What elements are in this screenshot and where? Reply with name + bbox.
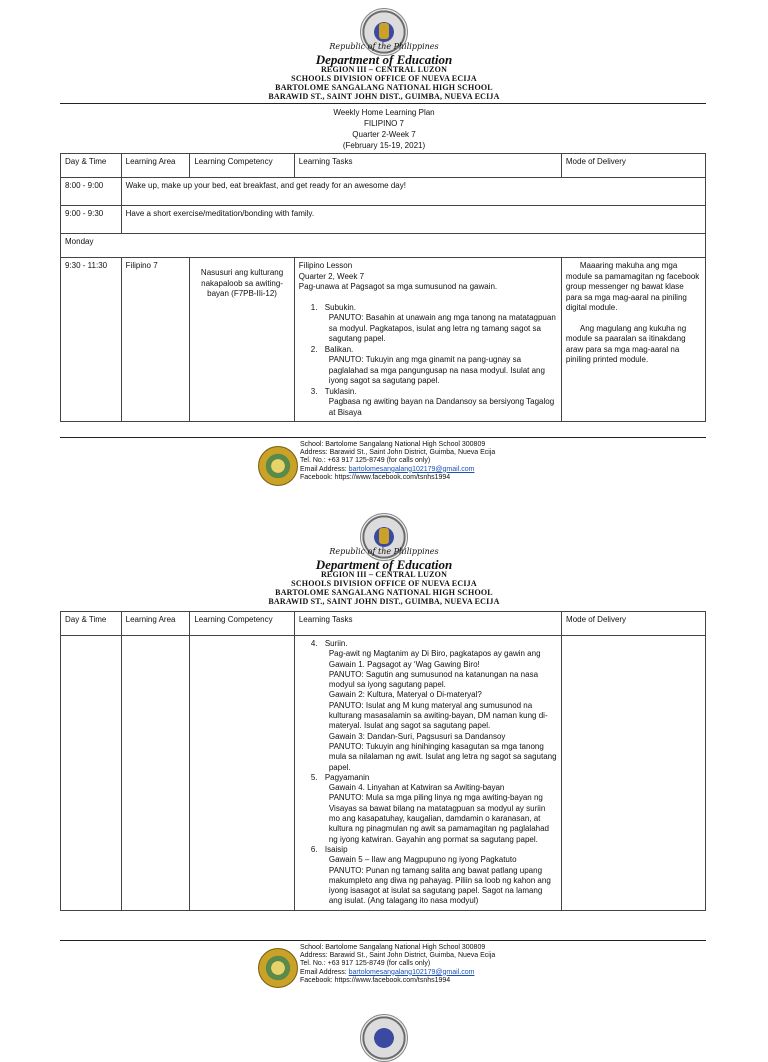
email-link[interactable]: bartolomesangalang102179@gmail.com: [348, 968, 475, 976]
table-row: [61, 206, 706, 234]
delivery-printed: Ang magulang ang kukuha ng module sa paaralan sa itinakdang araw para sa mga mag-aaral na piniling printed module.: [565, 323, 687, 364]
tasks-intro-line: Filipino Lesson: [298, 261, 353, 270]
task-instruction: PANUTO: Tukuyin ang mga ginamit na pang-ugnay sa paglalahad sa mga pangungusap na nasa modyul. Isulat ang iyong sagot sa sagutang papel.: [328, 355, 545, 385]
activity-cell: Wake up, make up your bed, eat breakfast, and get ready for an awesome day!: [121, 178, 705, 206]
letterhead: [0, 505, 768, 609]
footer-divider: [60, 437, 706, 438]
time-cell: [61, 636, 122, 911]
task-item: 4. Suriin.: [310, 639, 348, 648]
delivery-cell: [562, 636, 706, 911]
task-item: 2. Balikan.: [310, 344, 354, 354]
tasks-cell: [294, 636, 561, 911]
department-name: Department of Education: [315, 557, 453, 572]
header-cell: Mode of Delivery: [562, 612, 706, 636]
tasks-intro-line: Quarter 2, Week 7: [298, 271, 365, 281]
task-instruction: PANUTO: Basahin at unawain ang mga tanong na matatagpuan sa modyul. Pagkatapos, isulat ang letra ng tamang sagot sa sagutang papel.: [328, 313, 556, 343]
school-line: BARTOLOME SANGALANG NATIONAL HIGH SCHOOL: [275, 588, 493, 597]
task-instruction: PANUTO: Sagutin ang sumusunod na katanungan na nasa modyul sa iyong sagutang papel.: [328, 669, 539, 690]
task-instruction: Gawain 4. Linyahan at Katwiran sa Awiting-bayan: [328, 783, 505, 793]
task-item: 5. Pagyamanin: [310, 772, 370, 782]
republic-line: Republic of the Philippines: [329, 547, 439, 556]
header-cell: Day & Time: [61, 154, 122, 178]
address-line: BARAWID ST., SAINT JOHN DIST., GUIMBA, NUEVA ECIJA: [268, 597, 500, 606]
tasks-cell: [294, 258, 561, 422]
task-instruction: Gawain 5 – Ilaw ang Magpupuno ng iyong Pagkatuto: [328, 855, 517, 865]
competency-cell: [190, 636, 294, 911]
task-instruction: Gawain 3: Dandan-Suri, Pagsusuri sa Dandansoy: [328, 731, 506, 741]
header-cell: Learning Area: [121, 612, 190, 636]
footer-tel: Tel. No.: +63 917 125-8749 (for calls only): [300, 457, 431, 465]
letterhead: [0, 0, 768, 104]
task-instruction: PANUTO: Mula sa mga piling linya ng mga awiting-bayan ng Visayas sa bawat bilang na matatagpuan sa modyul ay suriin mo ang kasapatuhay, kaugalian, damdamin o karanasan, at kultura ng pinagmulan ng awit sa pamamagitan ng paglalahad ng iyong katwiran. Gayahin ang pormat sa sagutang papel.: [328, 793, 549, 844]
task-instruction: PANUTO: Isulat ang M kung materyal ang sumusunod na kulturang masasalamin sa awiting-bayan, DM naman kung di-materyal. Isulat ang sagot sa sagutang papel.: [328, 700, 548, 731]
footer-address: Address: Barawid St., Saint John District, Guimba, Nueva Ecija: [300, 449, 496, 457]
header-divider: [60, 103, 706, 104]
task-instruction: Pagbasa ng awiting bayan na Dandansoy sa bersiyong Tagalog at Bisaya: [328, 397, 555, 417]
plan-title-block: [0, 107, 768, 151]
table-row: [61, 636, 706, 911]
area-cell: Filipino 7: [121, 258, 190, 422]
header-cell: Day & Time: [61, 612, 122, 636]
delivery-digital: Maaaring makuha ang mga module sa pamamagitan ng facebook group messenger ng bawat klase para sa mga mag-aaral na piniling digital module.: [565, 261, 700, 312]
header-cell: Learning Tasks: [294, 612, 561, 636]
task-instruction: Pag-awit ng Magtanim ay Di Biro, pagkatapos ay gawin ang: [328, 649, 541, 659]
footer-address: Address: Barawid St., Saint John District, Guimba, Nueva Ecija: [300, 952, 496, 960]
footer-school: School: Bartolome Sangalang National High School 300809: [300, 944, 486, 951]
plan-quarter: Quarter 2-Week 7: [352, 130, 416, 139]
competency-cell: [190, 258, 294, 422]
department-name: Department of Education: [315, 52, 453, 67]
page-1: [0, 0, 768, 481]
footer-facebook[interactable]: Facebook: https://www.facebook.com/tsnhs1994: [300, 473, 451, 481]
footer-text: [300, 944, 495, 985]
tasks-intro-line: Pag-unawa at Pagsagot sa mga sumusunod na gawain.: [298, 282, 498, 291]
competency-text: Nasusuri ang kulturang nakapaloob sa awiting-bayan (F7PB-IIi-12): [200, 268, 284, 298]
delivery-cell: [561, 258, 705, 422]
table-row: [61, 178, 706, 206]
table-row: [61, 234, 706, 258]
plan-dates: (February 15-19, 2021): [342, 141, 426, 150]
region-line: REGION III – CENTRAL LUZON: [320, 570, 448, 579]
learning-plan-table: [60, 611, 706, 911]
school-seal-icon: [258, 446, 298, 486]
plan-subject: FILIPINO 7: [363, 119, 404, 128]
division-line: SCHOOLS DIVISION OFFICE OF NUEVA ECIJA: [291, 579, 477, 588]
address-line: BARAWID ST., SAINT JOHN DIST., GUIMBA, NUEVA ECIJA: [268, 92, 500, 101]
day-cell: Monday: [61, 234, 706, 258]
task-instruction: Gawain 2: Kultura, Materyal o Di-materyal?: [328, 690, 482, 700]
plan-title: Weekly Home Learning Plan: [333, 108, 435, 117]
activity-cell: Have a short exercise/meditation/bonding with family.: [121, 206, 705, 234]
email-link[interactable]: bartolomesangalang102179@gmail.com: [348, 465, 475, 473]
header-cell: Mode of Delivery: [561, 154, 705, 178]
table-header-row: [61, 612, 706, 636]
header-cell: Learning Competency: [190, 612, 294, 636]
footer-email: Email Address: bartolomesangalang102179@gmail.com: [300, 968, 475, 976]
footer-email: Email Address: bartolomesangalang102179@gmail.com: [300, 465, 475, 473]
header-cell: Learning Tasks: [294, 154, 561, 178]
task-item: 3. Tuklasin.: [310, 386, 357, 396]
time-cell: 9:00 - 9:30: [61, 206, 122, 234]
region-line: REGION III – CENTRAL LUZON: [320, 65, 448, 74]
task-item: 6. Isaisip: [310, 844, 348, 854]
time-cell: 8:00 - 9:00: [61, 178, 122, 206]
learning-plan-table: [60, 153, 706, 422]
footer-tel: Tel. No.: +63 917 125-8749 (for calls only): [300, 960, 431, 968]
footer-text: [300, 441, 495, 482]
table-header-row: [61, 154, 706, 178]
republic-line: Republic of the Philippines: [329, 42, 439, 51]
deped-seal-icon: [360, 1014, 408, 1062]
header-cell: Learning Competency: [190, 154, 294, 178]
area-cell: [121, 636, 190, 911]
task-instruction: Gawain 1. Pagsagot ay ‘Wag Gawing Biro!: [328, 659, 480, 669]
time-cell: 9:30 - 11:30: [61, 258, 122, 422]
footer-school: School: Bartolome Sangalang National High School 300809: [300, 441, 486, 448]
task-instruction: PANUTO: Tukuyin ang hinihinging kasagutan sa mga tanong mula sa nilalaman ng awit. Isulat ang letra ng sagot sa sagutang papel.: [328, 741, 557, 772]
school-seal-icon: [258, 948, 298, 988]
division-line: SCHOOLS DIVISION OFFICE OF NUEVA ECIJA: [291, 74, 477, 83]
footer-divider: [60, 940, 706, 941]
task-item: 1. Subukin.: [310, 302, 356, 312]
footer-facebook[interactable]: Facebook: https://www.facebook.com/tsnhs1994: [300, 976, 451, 984]
task-instruction: PANUTO: Punan ng tamang salita ang bawat patlang upang makumpleto ang diwa ng pahayag. Piliin sa loob ng kahon ang iyong isasagot at isulat sa sagutang papel. Sagot na lamang ang isulat. (Ang talagang ito nasa modyul): [328, 865, 551, 906]
school-line: BARTOLOME SANGALANG NATIONAL HIGH SCHOOL: [275, 83, 493, 92]
header-cell: Learning Area: [121, 154, 190, 178]
table-row: [61, 258, 706, 422]
page-2: [0, 505, 768, 984]
